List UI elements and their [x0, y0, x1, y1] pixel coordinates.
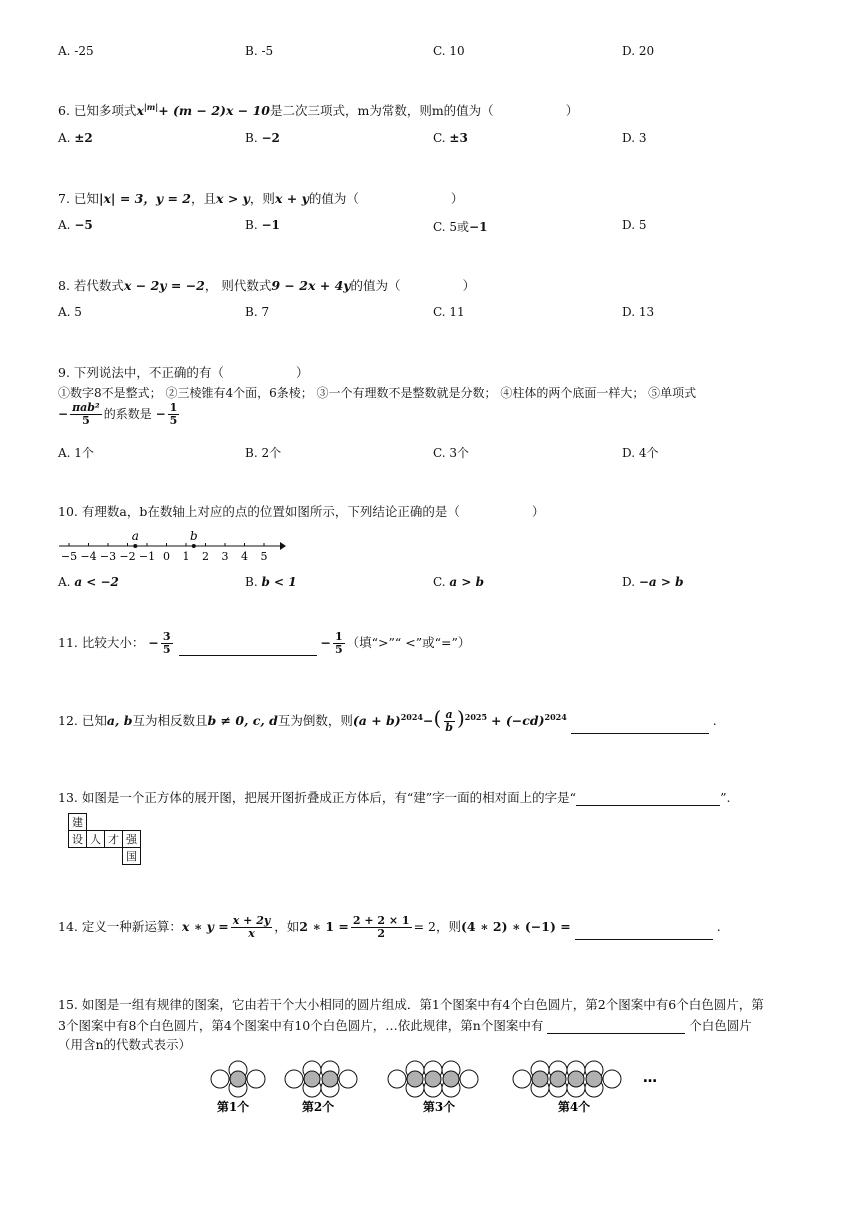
q8-option-b: B. 7: [245, 305, 270, 319]
white-disc: [211, 1070, 229, 1088]
q9-option-b: B. 2个: [245, 446, 282, 460]
point-label-b: b: [189, 529, 198, 543]
tick-label: 5: [260, 550, 268, 563]
tick-label: −4: [80, 550, 97, 563]
white-disc: [285, 1070, 303, 1088]
answer-blank[interactable]: [547, 1019, 685, 1034]
question-10: 10. 有理数a，b在数轴上对应的点的位置如图所示，下列结论正确的是（ ）: [58, 504, 545, 519]
gray-disc: [443, 1071, 459, 1087]
tick-label: −5: [60, 550, 78, 563]
point-label-a: a: [131, 529, 139, 543]
gray-disc: [425, 1071, 441, 1087]
q8-option-c: C. 11: [433, 305, 465, 319]
answer-blank[interactable]: [575, 925, 713, 940]
net-cell: 强: [123, 831, 141, 848]
answer-blank[interactable]: [179, 641, 317, 656]
q6-option-c: C. ±3: [433, 131, 468, 145]
answer-blank[interactable]: [571, 719, 709, 734]
cube-net: [68, 813, 141, 865]
q6-option-a: A. ±2: [58, 131, 93, 145]
q10-option-c: C. a > b: [433, 575, 484, 589]
question-9: 9. 下列说法中，不正确的有（ ）: [58, 365, 309, 380]
q10-option-a: A. a < −2: [58, 575, 119, 589]
q7-option-b: B. −1: [245, 218, 280, 232]
tick-label: 0: [163, 550, 170, 563]
q10-option-d: D. −a > b: [622, 575, 684, 589]
answer-blank[interactable]: [576, 791, 720, 806]
gray-disc: [550, 1071, 566, 1087]
q5-option-c: C. 10: [433, 44, 465, 58]
q5-option-b: B. -5: [245, 44, 274, 58]
white-disc: [388, 1070, 406, 1088]
question-7: 7. 已知|x| = 3，y = 2，且x > y，则x + y的值为（ ）: [58, 191, 464, 206]
q9-monomial: − $\frac{\text{πab²}}{5}$ 的系数是 − $\frac{1}{5}$: [58, 401, 178, 427]
pattern-2: [285, 1061, 357, 1097]
question-13: 13. 如图是一个正方体的展开图，把展开图折叠成正方体后，有“建”字一面的相对面上的字是“ ”.: [58, 790, 731, 805]
point-a: [133, 544, 137, 548]
white-disc: [460, 1070, 478, 1088]
q9-option-d: D. 4个: [622, 446, 659, 460]
tick-label: −2: [119, 550, 136, 563]
q6-option-b: B. −2: [245, 131, 280, 145]
gray-disc: [568, 1071, 584, 1087]
pattern-4: [513, 1061, 621, 1097]
white-disc: [339, 1070, 357, 1088]
q9-option-c: C. 3个: [433, 446, 470, 460]
q7-option-c: C. 5或−1: [433, 220, 488, 234]
tick-label: −1: [138, 550, 156, 563]
question-15: 15. 如图是一组有规律的图案，它由若干个大小相同的圆片组成．第1个图案中有4个白色圆片，第2个图案中有6个白色圆片，第: [58, 997, 764, 1012]
gray-disc: [230, 1071, 246, 1087]
net-cell: 建: [69, 814, 87, 831]
pattern-caption: 第2个: [301, 1100, 335, 1114]
q15-line3: （用含n的代数式表示）: [58, 1037, 192, 1052]
pattern-1: [211, 1061, 265, 1097]
net-cell: 才: [105, 831, 123, 848]
net-cell: 人: [87, 831, 105, 848]
point-b: [192, 544, 196, 548]
tick-label: 4: [241, 550, 248, 563]
q6-option-d: D. 3: [622, 131, 647, 145]
white-disc: [247, 1070, 265, 1088]
disc-patterns: [205, 1055, 665, 1117]
tick-label: 2: [202, 550, 209, 563]
q15-line2: 3个图案中有8个白色圆片，第4个图案中有10个白色圆片，…依此规律，第n个图案中有 个白色圆片: [58, 1018, 752, 1033]
question-6: 6. 已知多项式$x^{|m|}+ (m - 2)x - 10$是二次三项式，m为常数，则m的值为（ ）: [58, 101, 579, 118]
question-11: 11. 比较大小： − $\frac{3}{5}$ − $\frac{1}{5}$ （填“>”“ <”或“=”）: [58, 630, 471, 656]
question-8: 8. 若代数式x − 2y = −2， 则代数式9 − 2x + 4y的值为（ ）: [58, 278, 476, 293]
q5-option-a: A. -25: [58, 44, 94, 58]
white-disc: [603, 1070, 621, 1088]
gray-disc: [532, 1071, 548, 1087]
q9-option-a: A. 1个: [58, 446, 94, 460]
white-disc: [513, 1070, 531, 1088]
q8-option-d: D. 13: [622, 305, 655, 319]
gray-disc: [304, 1071, 320, 1087]
q7-option-d: D. 5: [622, 218, 647, 232]
q9-statements: ①数字8不是整式； ②三棱锥有4个面，6条棱； ③一个有理数不是整数就是分数； ④柱体的两个底面一样大； ⑤单项式: [58, 386, 697, 400]
pattern-caption: 第4个: [557, 1100, 591, 1114]
net-cell: 国: [123, 848, 141, 865]
axis-arrow: [280, 542, 286, 550]
q8-option-a: A. 5: [58, 305, 82, 319]
pattern-caption: 第1个: [216, 1100, 250, 1114]
pattern-3: [388, 1061, 478, 1097]
question-number: 6.: [58, 103, 70, 118]
gray-disc: [322, 1071, 338, 1087]
q7-option-a: A. −5: [58, 218, 93, 232]
tick-label: 3: [221, 550, 229, 563]
net-cell: 设: [69, 831, 87, 848]
gray-disc: [586, 1071, 602, 1087]
tick-label: −3: [99, 550, 117, 563]
q10-option-b: B. b < 1: [245, 575, 297, 589]
q5-option-d: D. 20: [622, 44, 655, 58]
pattern-caption: 第3个: [422, 1100, 456, 1114]
tick-label: 1: [182, 550, 190, 563]
ellipsis: …: [643, 1070, 657, 1086]
question-12: 12. 已知a, b互为相反数且b ≠ 0, c, d互为倒数，则$(a + b)^{2024}-$( $\frac{a}{b}$ )$^{2025} + (-cd)^{2024}$ .: [58, 706, 717, 734]
number-line: [55, 525, 290, 565]
gray-disc: [407, 1071, 423, 1087]
question-14: 14. 定义一种新运算：x ∗ y = $\frac{x + 2y}{x}$ ，如2 ∗ 1 = $\frac{2 + 2 \times 1}{2}$ = 2，则(4 ∗ 2) ∗ (−1) = .: [58, 914, 721, 940]
